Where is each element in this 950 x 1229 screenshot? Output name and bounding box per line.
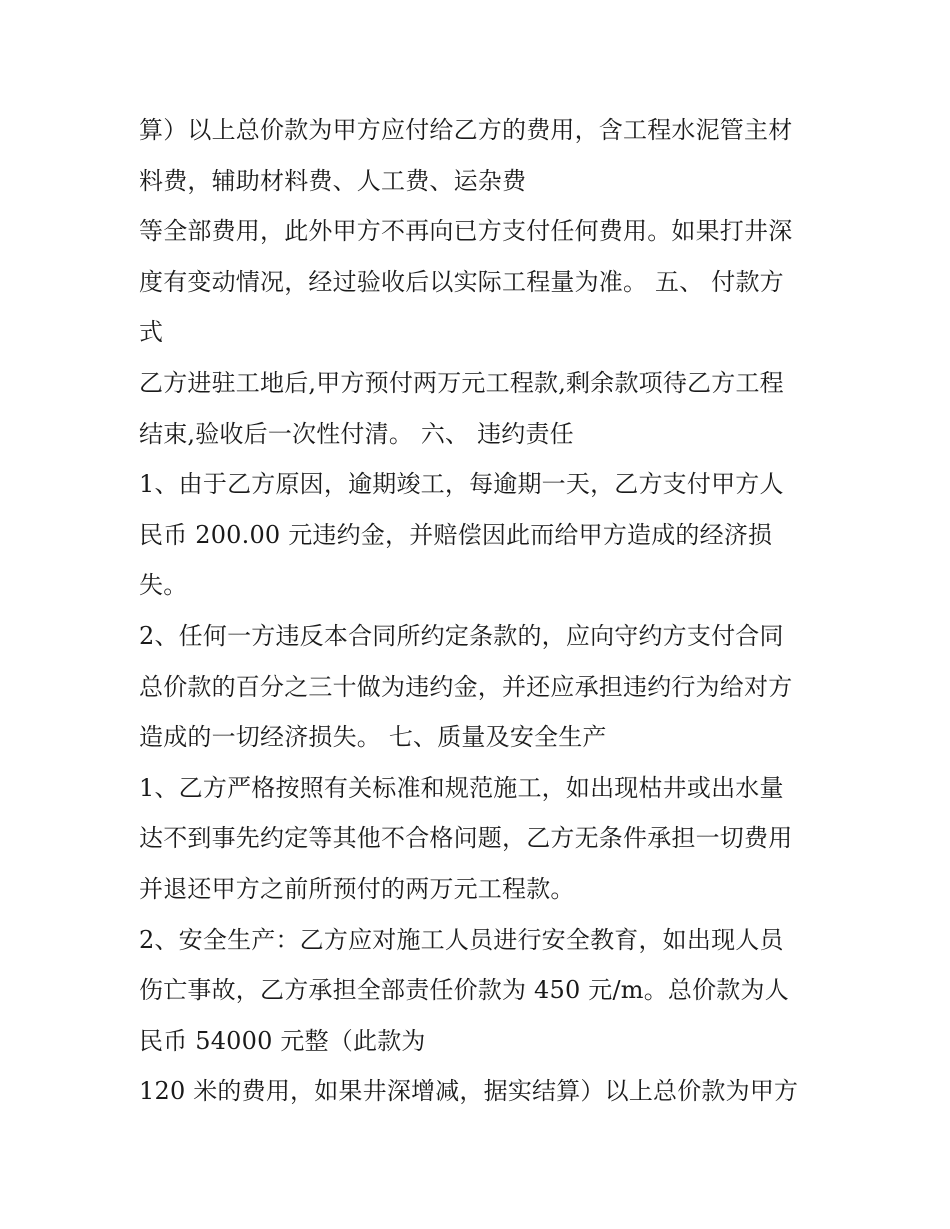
text-line: 算）以上总价款为甲方应付给乙方的费用，含工程水泥管主材 <box>139 116 793 144</box>
text-line: 伤亡事故，乙方承担全部责任价款为 450 元/m。总价款为人 <box>139 976 789 1005</box>
text-line: 总价款的百分之三十做为违约金，并还应承担违约行为给对方 <box>139 672 793 701</box>
document-body <box>139 105 839 1117</box>
text-line: 结束,验收后一次性付清。 六、 违约责任 <box>139 419 574 448</box>
text-line: 1、由于乙方原因，逾期竣工，每逾期一天，乙方支付甲方人 <box>139 470 784 499</box>
text-line: 达不到事先约定等其他不合格问题，乙方无条件承担一切费用 <box>139 824 793 853</box>
text-line: 并退还甲方之前所预付的两万元工程款。 <box>139 874 575 903</box>
text-line: 等全部费用，此外甲方不再向已方支付任何费用。如果打井深 <box>139 217 793 246</box>
text-line: 度有变动情况，经过验收后以实际工程量为准。 五、 付款方 <box>139 267 784 296</box>
text-line: 民币 54000 元整（此款为 <box>139 1026 426 1055</box>
text-line: 料费，辅助材料费、人工费、运杂费 <box>139 166 527 195</box>
text-line: 乙方进驻工地后,甲方预付两万元工程款,剩余款项待乙方工程 <box>139 368 784 397</box>
text-line: 民币 200.00 元违约金，并赔偿因此而给甲方造成的经济损 <box>139 520 773 549</box>
text-line: 120 米的费用，如果井深增减，据实结算）以上总价款为甲方 <box>139 1077 799 1106</box>
text-line: 造成的一切经济损失。 七、质量及安全生产 <box>139 723 607 752</box>
text-line: 2、安全生产：乙方应对施工人员进行安全教育，如出现人员 <box>139 925 784 954</box>
text-line: 1、乙方严格按照有关标准和规范施工，如出现枯井或出水量 <box>139 773 784 802</box>
text-line: 失。 <box>139 571 188 600</box>
text-line: 式 <box>139 318 164 347</box>
text-line: 2、任何一方违反本合同所约定条款的，应向守约方支付合同 <box>139 621 784 650</box>
